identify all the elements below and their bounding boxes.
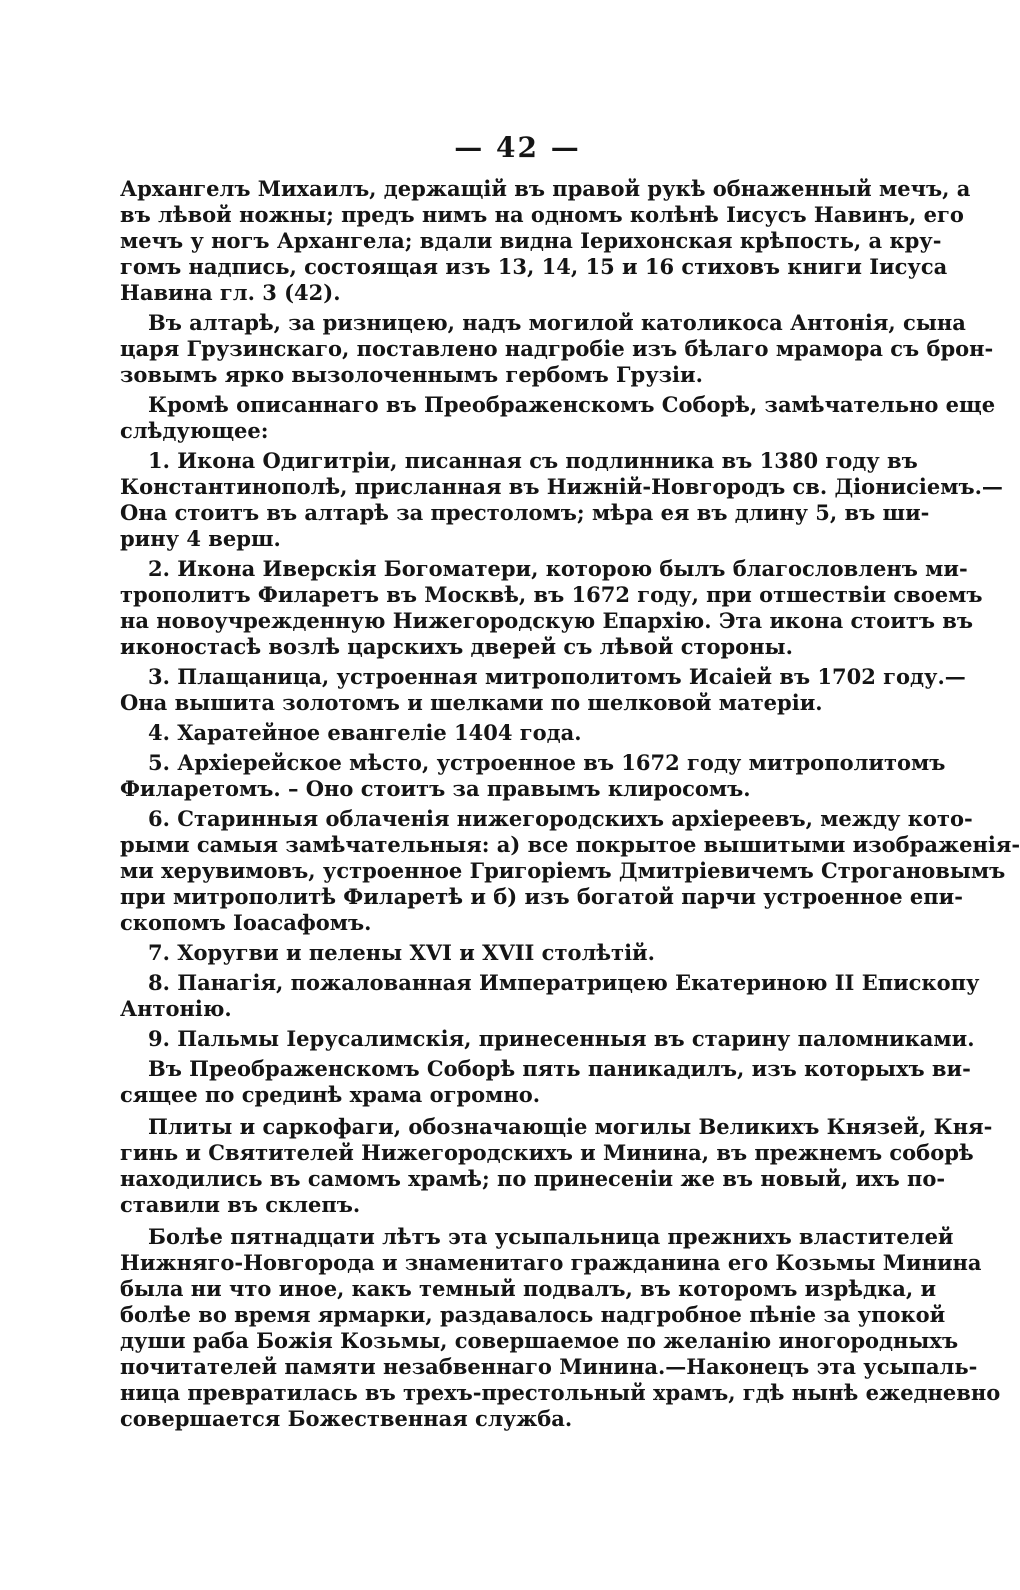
list-item-5 [120,750,946,802]
text-line: 5. Архіерейское мѣсто, устроенное въ 1672 году митрополитомъ [148,750,946,775]
text-line: находились въ самомъ храмѣ; по принесеніи же въ новый, ихъ по- [120,1166,946,1191]
paragraph-burial-vault [120,1224,1001,1432]
text-line: Плиты и саркофаги, обозначающіе могилы Великихъ Князей, Кня- [148,1114,993,1139]
text-line: была ни что иное, какъ темный подвалъ, въ которомъ изрѣдка, и [120,1276,937,1301]
list-item-7 [120,940,915,966]
text-line: 2. Икона Иверскія Богоматери, которою былъ благословленъ ми- [148,556,968,581]
text-line: 9. Пальмы Іерусалимскія, принесенныя въ старину паломниками. [148,1026,975,1051]
text-line: сящее по срединѣ храма огромно. [120,1082,541,1107]
text-line: въ лѣвой ножны; предъ нимъ на одномъ колѣнѣ Іисусъ Навинъ, его [120,202,964,227]
text-line: скопомъ Іоасафомъ. [120,910,372,935]
list-item-1 [120,448,1003,552]
text-line: Кромѣ описаннаго въ Преображенскомъ Соборѣ, замѣчательно еще [148,392,996,417]
list-item-8 [120,970,980,1022]
list-item-3 [120,664,966,716]
text-line: 1. Икона Одигитріи, писанная съ подлинника въ 1380 году въ [148,448,918,473]
text-line: Архангелъ Михаилъ, держащій въ правой рукѣ обнаженный мечъ, а [120,176,971,201]
text-line: зовымъ ярко вызолоченнымъ гербомъ Грузіи. [120,362,703,387]
text-line: ми херувимовъ, устроенное Григоріемъ Дмитріевичемъ Строгановымъ [120,858,1006,883]
paragraph-archangel [120,176,971,306]
text-line: души раба Божія Козьмы, совершаемое по желанію иногородныхъ [120,1328,959,1353]
text-line: рину 4 верш. [120,526,281,551]
text-line: 8. Панагія, пожалованная Императрицею Екатериною II Епископу [148,970,980,995]
text-line: Она вышита золотомъ и шелками по шелковой матеріи. [120,690,823,715]
text-line: гомъ надпись, состоящая изъ 13, 14, 15 и 16 стиховъ книги Іисуса [120,254,948,279]
text-line: почитателей памяти незабвеннаго Минина.—Наконецъ эта усыпаль- [120,1354,978,1379]
paragraph-notable-items-intro [120,392,996,444]
list-item-2 [120,556,983,660]
text-line: Въ Преображенскомъ Соборѣ пять паникадилъ, изъ которыхъ ви- [148,1056,971,1081]
text-line: царя Грузинскаго, поставлено надгробіе изъ бѣлаго мрамора съ брон- [120,336,994,361]
list-item-6 [120,806,1020,936]
text-line: 4. Харатейное евангеліе 1404 года. [148,720,582,745]
text-line: Она стоитъ въ алтарѣ за престоломъ; мѣра ея въ длину 5, въ ши- [120,500,930,525]
text-line: 6. Старинныя облаченія нижегородскихъ архіереевъ, между кото- [148,806,973,831]
text-line: гинь и Святителей Нижегородскихъ и Минина, въ прежнемъ соборѣ [120,1140,974,1165]
text-line: болѣе во время ярмарки, раздавалось надгробное пѣніе за упокой [120,1302,946,1327]
paragraph-tombs [120,1114,993,1218]
text-line: трополитъ Филаретъ въ Москвѣ, въ 1672 году, при отшествіи своемъ [120,582,983,607]
text-line: Константинополѣ, присланная въ Нижній-Новгородъ св. Діонисіемъ.— [120,474,1003,499]
paragraph-altar-tomb [120,310,994,388]
text-line: мечъ у ногъ Архангела; вдали видна Іерихонская крѣпость, а кру- [120,228,942,253]
text-line: Филаретомъ. – Оно стоитъ за правымъ клиросомъ. [120,776,751,801]
text-line: ставили въ склепъ. [120,1192,361,1217]
text-line: ница превратилась въ трехъ-престольный храмъ, гдѣ нынѣ ежедневно [120,1380,1001,1405]
text-line: на новоучрежденную Нижегородскую Епархію. Эта икона стоитъ въ [120,608,974,633]
text-line: рыми самыя замѣчательныя: а) все покрытое вышитыми изображенія- [120,832,1020,857]
page-number: — 42 — [454,131,581,164]
text-line: Нижняго-Новгорода и знаменитаго гражданина его Козьмы Минина [120,1250,982,1275]
text-line: 3. Плащаница, устроенная митрополитомъ Исаіей въ 1702 году.— [148,664,966,689]
text-line: иконостасѣ возлѣ царскихъ дверей съ лѣвой стороны. [120,634,793,659]
paragraph-chandeliers [120,1056,971,1108]
text-line: при митрополитѣ Филаретѣ и б) изъ богатой парчи устроенное епи- [120,884,963,909]
text-line: Въ алтарѣ, за ризницею, надъ могилой католикоса Антонія, сына [148,310,966,335]
list-item-9 [120,1026,975,1052]
text-line: слѣдующее: [120,418,269,443]
list-item-4 [120,720,915,746]
text-line: Навина гл. 3 (42). [120,280,341,305]
text-line: Болѣе пятнадцати лѣтъ эта усыпальница прежнихъ властителей [148,1224,954,1249]
book-page [120,128,1020,1436]
text-line: 7. Хоругви и пелены XVI и XVII столѣтій. [148,940,655,965]
page-body [120,176,1020,1432]
text-line: совершается Божественная служба. [120,1406,573,1431]
text-line: Антонію. [120,996,232,1021]
